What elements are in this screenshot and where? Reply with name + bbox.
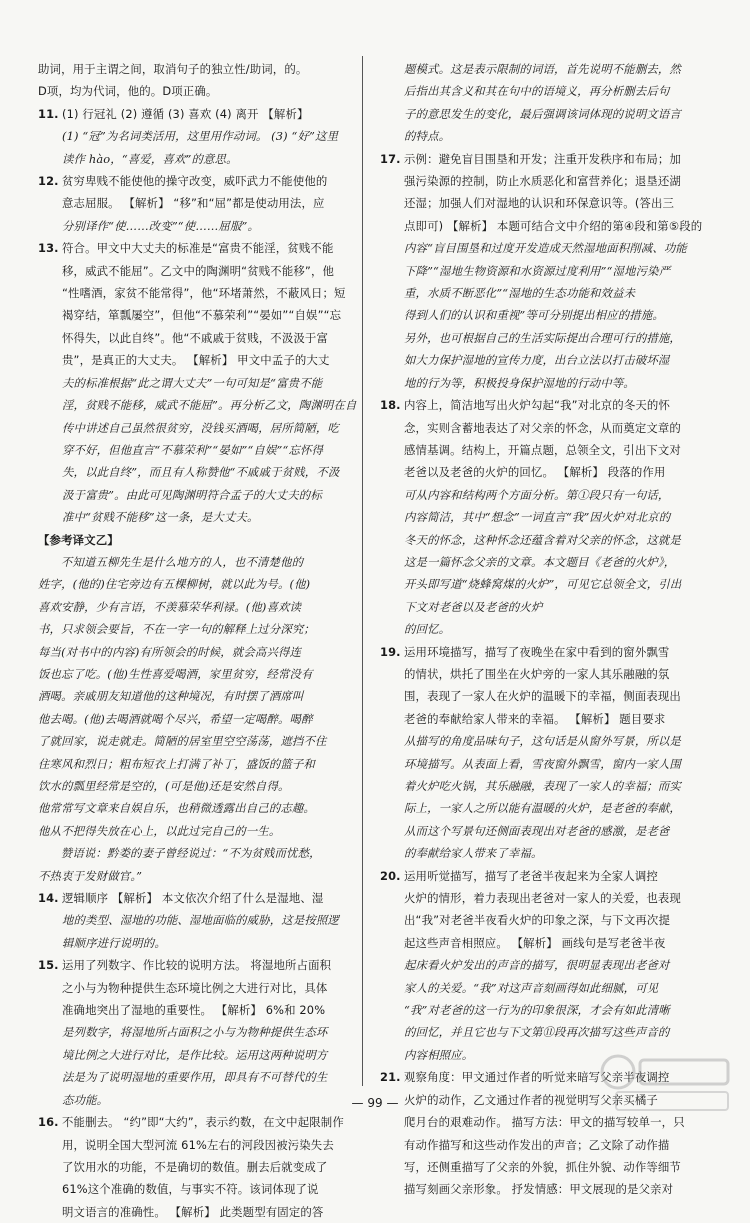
- item-line: 下文对老爸以及老爸的火炉: [404, 599, 543, 614]
- page-number: — 99 —: [351, 1096, 399, 1110]
- item-line: 得到人们的认识和重视”等可分别提出相应的措施。: [404, 308, 664, 323]
- watermark-logo: [596, 1048, 736, 1118]
- item-line: 是列数字，将湿地所占面积之小与为物种提供生态环: [62, 1025, 328, 1040]
- item-line: 法是为了说明湿地的重要作用，即具有不可替代的生: [62, 1070, 328, 1085]
- item-line: 内容简洁，其中“想念”一词直言“我”因火炉对北京的: [404, 510, 671, 525]
- item-line: 出“我”对老爸半夜看火炉的印象之深，与下文再次提: [404, 913, 670, 928]
- item-line: 还湿；加强人们对湿地的认识和环保意识等。(答出三: [404, 196, 675, 211]
- item-line: 内容上，简洁地写出火炉勾起“我”对北京的冬天的怀: [404, 398, 670, 413]
- explanation-line: 的特点。: [404, 129, 451, 144]
- translation-line: 饭也忘了吃。(他)生性喜爱喝酒，家里贫穷，经常没有: [38, 666, 313, 681]
- item-line: 意志屈服。 【解析】 “移”和“屈”都是使动用法，应: [62, 196, 325, 211]
- explanation-line: 题模式。这是表示限制的词语，首先说明不能删去，然: [404, 62, 681, 76]
- item-line: 符合。甲文中大丈夫的标准是“富贵不能淫，贫贱不能: [62, 241, 334, 256]
- item-line: 起床看火炉发出的声音的描写，很明显表现出老爸对: [404, 958, 670, 973]
- item-number: 16.: [38, 1115, 59, 1130]
- translation-line: 不知道五柳先生是什么地方的人，也不清楚他的: [60, 554, 304, 569]
- item-line: 火炉的动作，乙文通过作者的视觉明写父亲买橘子: [404, 1092, 658, 1107]
- translation-line: 不热衷于发财做官。”: [38, 868, 143, 883]
- item-line: 运用听觉描写，描写了老爸半夜起来为全家人调控: [404, 868, 658, 883]
- item-line: 读作 hào，“喜爱，喜欢”的意思。: [62, 151, 238, 166]
- answer-item: [38, 103, 368, 170]
- item-line: 有动作描写和这些动作发出的声音；乙文除了动作描: [404, 1137, 670, 1152]
- item-line: 内容相照应。: [404, 1047, 474, 1062]
- item-line: 开头即写道“烧蜂窝煤的火炉”，可见它总领全文，引出: [404, 577, 682, 592]
- translation-line: 赞语说：黔娄的妻子曾经说过：“不为贫贱而忧愁，: [60, 846, 321, 861]
- item-line: 辑顺序进行说明的。: [62, 935, 166, 950]
- item-line: 从而这个写景句还侧面表现出对老爸的感激，是老爸: [404, 823, 670, 838]
- answer-item: [38, 170, 368, 237]
- item-line: 感情基调。结构上，开篇点题，总领全文，引出下文对: [404, 442, 681, 457]
- item-line: 的情状，烘托了围坐在火炉旁的一家人其乐融融的氛: [404, 666, 670, 681]
- item-line: 观察角度：甲文通过作者的听觉来暗写父亲半夜调控: [404, 1070, 670, 1085]
- answer-item: [38, 954, 368, 1111]
- reference-translation: [38, 551, 368, 887]
- intro-block: [38, 58, 368, 103]
- item-line: 环境描写。从表面上看，雪夜窗外飘雪，窗内一家人围: [404, 756, 681, 771]
- item-line: 老爸以及老爸的火炉的回忆。 【解析】 段落的作用: [404, 465, 666, 480]
- reference-translation-header: 【参考译文乙】: [38, 532, 119, 547]
- answer-item: [38, 1111, 368, 1223]
- item-line: 了饮用水的功能，不是确切的数值。删去后就变成了: [62, 1159, 328, 1174]
- item-line: 另外，也可根据自己的生活实际提出合理可行的措施，: [404, 330, 681, 345]
- items-block-1: [38, 103, 368, 529]
- item-line: 汲于富贵”。由此可见陶渊明符合孟子的大丈夫的标: [62, 487, 322, 502]
- item-line: 写，还侧重描写了父亲的外貌，抓住外貌、动作等细节: [404, 1159, 681, 1174]
- explanation-line: 后指出其含义和其在句中的语境义，再分析删去后句: [404, 84, 670, 99]
- item-line: 夫的标准根据“此之谓大丈夫”一句可知是“富贵不能: [62, 375, 323, 390]
- item-line: 的回忆，并且它也与下文第⑪段再次描写这些声音的: [404, 1025, 670, 1040]
- item-line: 的奉献给家人带来了幸福。: [404, 846, 543, 861]
- intro-line: D项，均为代词，他的。D项正确。: [38, 84, 218, 99]
- left-column: [38, 58, 368, 1223]
- translation-paragraph: [38, 842, 368, 887]
- translation-line: 他去喝。(他)去喝酒就喝个尽兴，希望一定喝醉。喝醉: [38, 711, 313, 726]
- item-number: 21.: [380, 1070, 401, 1085]
- item-line: (1) 行冠礼 (2) 遵循 (3) 喜欢 (4) 离开 【解析】: [62, 106, 309, 121]
- item-line: 逻辑顺序 【解析】 本文依次介绍了什么是湿地、湿: [62, 891, 324, 906]
- item-number: 12.: [38, 174, 59, 189]
- translation-line: 住寒风和烈日；粗布短衣上打满了补丁，盛饭的篮子和: [38, 756, 315, 771]
- translation-line: 每当(对书中的内容)有所领会的时候，就会高兴得连: [38, 644, 302, 659]
- item-line: 围，表现了一家人在火炉的温暖下的幸福，侧面表现出: [404, 689, 681, 704]
- translation-line: 他从不把得失放在心上，以此过完自己的一生。: [38, 823, 281, 838]
- item-line: 61%这个准确的数值，与事实不符。该词体现了说: [62, 1182, 319, 1197]
- answer-item: [38, 237, 368, 528]
- explanation-line: 子的意思发生的变化，最后强调该词体现的说明文语言: [404, 106, 681, 121]
- translation-line: 姓字，(他的)住宅旁边有五棵柳树，就以此为号。(他): [38, 577, 311, 592]
- item-line: 着火炉吃火锅，其乐融融，表现了一家人的幸福；而实: [404, 779, 681, 793]
- item-line: 描写刻画父亲形象。 抒发情感：甲文展现的是父亲对: [404, 1182, 674, 1197]
- item-line: 淫，贫贱不能移，威武不能屈”。再分析乙文，陶渊明在自: [62, 398, 357, 413]
- item-line: 运用了列数字、作比较的说明方法。 将湿地所占面积: [62, 958, 332, 973]
- item-line: 点即可) 【解析】 本题可结合文中介绍的第④段和第⑤段的: [404, 218, 703, 233]
- items-block-2: [38, 887, 368, 1223]
- translation-line: 书，只求领会要旨，不在一字一句的解释上过分深究；: [38, 622, 315, 637]
- item-line: “我”对老爸的这一行为的印象很深，才会有如此清晰: [404, 1003, 670, 1018]
- item-number: 13.: [38, 241, 59, 256]
- answer-item: [380, 394, 718, 640]
- item-line: 从描写的角度品味句子，这句话是从窗外写景，所以是: [404, 734, 681, 749]
- item-line: “性嗜酒，家贫不能常得”，他“环堵萧然，不蔽风日；短: [62, 286, 346, 301]
- item-line: 冬天的怀念，这种怀念还蕴含着对父亲的怀念，这就是: [404, 532, 681, 547]
- item-number: 19.: [380, 644, 401, 659]
- answer-item: [380, 148, 718, 394]
- item-line: 态功能。: [62, 1092, 109, 1107]
- item-line: 的回忆。: [404, 622, 451, 637]
- answer-item: [380, 641, 718, 865]
- answer-item: [380, 865, 718, 1067]
- item-line: 爬月台的艰难动作。 描写方法：甲文的描写较单一，只: [404, 1115, 685, 1130]
- translation-line: 酒喝。亲戚朋友知道他的这种境况，有时摆了酒席叫: [38, 689, 304, 704]
- item-line: 明文语言的准确性。 【解析】 此类题型有固定的答: [62, 1204, 324, 1219]
- item-line: 运用环境描写，描写了夜晚坐在家中看到的窗外飘雪: [404, 644, 670, 659]
- item-number: 17.: [380, 151, 401, 166]
- item-line: 这是一篇怀念父亲的文章。本文题目《老爸的火炉》，: [404, 554, 676, 569]
- item-line: 际上，一家人之所以能有温暖的火炉，是老爸的奉献，: [404, 801, 681, 816]
- translation-line: 喜欢安静，少有言语，不羡慕荣华利禄。(他)喜欢读: [38, 599, 302, 614]
- item-line: 如大力保护湿地的宣传力度，出台立法以打击破坏湿: [404, 353, 670, 368]
- item-line: 念，实则含蓄地表达了对父亲的怀念，从而奠定文章的: [404, 420, 681, 435]
- item-line: 准中“贫贱不能移”这一条，是大丈夫。: [62, 510, 259, 525]
- answer-item: [38, 887, 368, 954]
- item-line: 强污染源的控制，防止水质恶化和富营养化；退垦还湖: [404, 174, 681, 189]
- item-line: 可从内容和结构两个方面分析。第①段只有一句话，: [404, 487, 670, 502]
- translation-paragraph: [38, 551, 368, 842]
- item-line: 准确地突出了湿地的重要性。 【解析】 6%和 20%: [62, 1003, 326, 1018]
- item-line: 不能删去。 “约”即“大约”，表示约数，在文中起限制作: [62, 1115, 344, 1130]
- item-line: 重，水质不断恶化”“湿地的生态功能和效益未: [404, 286, 636, 301]
- item-number: 11.: [38, 106, 59, 121]
- item-line: 起这些声音相照应。 【解析】 画线句是写老爸半夜: [404, 935, 666, 950]
- translation-line: 饮水的瓢里经常是空的，(可是他)还是安然自得。: [38, 779, 290, 793]
- item-line: 地的行为等，积极投身保护湿地的行动中等。: [404, 375, 635, 390]
- item-line: 贵”，是真正的大丈夫。 【解析】 甲文中孟子的大丈: [62, 353, 330, 368]
- item-number: 18.: [380, 398, 401, 413]
- item-line: 火炉的情形，着力表现出老爸对一家人的关爱，也表现: [404, 891, 681, 906]
- continued-explanation: [380, 58, 718, 148]
- item-line: 怀得失，以此自终”。他“不戚戚于贫贱，不汲汲于富: [62, 330, 328, 345]
- item-line: 境比例之大进行对比，是作比较。运用这两种说明方: [62, 1047, 328, 1062]
- item-line: 传中讲述自己虽然很贫穷，没钱买酒喝，居所简陋，吃: [62, 420, 339, 435]
- item-line: 示例：避免盲目围垦和开发；注重开发秩序和布局；加: [404, 151, 681, 166]
- item-number: 14.: [38, 891, 59, 906]
- intro-line: 助词，用于主谓之间，取消句子的独立性/助词，的。: [38, 62, 308, 76]
- item-line: 移，威武不能屈”。乙文中的陶渊明“贫贱不能移”，他: [62, 263, 335, 278]
- item-line: 褐穿结，箪瓢屡空”，但他“不慕荣利”“晏如”“自娱”“忘: [62, 308, 342, 323]
- item-line: 之小与为物种提供生态环境比例之大进行对比，具体: [62, 980, 328, 995]
- item-number: 20.: [380, 868, 401, 883]
- item-line: 家人的关爱。“我”对这声音刻画得如此细腻，可见: [404, 980, 659, 995]
- item-line: 内容“盲目围垦和过度开发造成天然湿地面积削减、功能: [404, 241, 687, 256]
- item-number: 15.: [38, 958, 59, 973]
- item-line: 老爸的奉献给家人带来的幸福。 【解析】 题目要求: [404, 711, 666, 726]
- item-line: 用，说明全国大型河流 61%左右的河段因被污染失去: [62, 1137, 334, 1152]
- item-line: 穿不好，但他直言“不慕荣利”“晏如”“自娱”“忘怀得: [62, 442, 324, 457]
- item-line: (1) “冠”为名词类活用，这里用作动词。 (3) “好”这里: [62, 129, 339, 144]
- translation-line: 他常常写文章来自娱自乐，也稍微透露出自己的志趣。: [38, 801, 315, 816]
- item-line: 失，以此自终”，而且有人称赞他“不戚戚于贫贱，不汲: [62, 465, 340, 480]
- item-line: 分别译作“使……改变”“使……屈服”。: [62, 218, 260, 233]
- item-line: 下降”“湿地生物资源和水资源过度利用”“湿地污染严: [404, 263, 671, 278]
- item-line: 地的类型、湿地的功能、湿地面临的威胁，这是按照逻: [62, 913, 339, 928]
- item-line: 贫穷卑贱不能使他的操守改变，威吓武力不能使他的: [62, 174, 328, 189]
- translation-line: 了就回家，说走就走。简陋的居室里空空荡荡，遮挡不住: [38, 734, 327, 749]
- right-column: [380, 58, 718, 1201]
- items-block-right: [380, 148, 718, 1201]
